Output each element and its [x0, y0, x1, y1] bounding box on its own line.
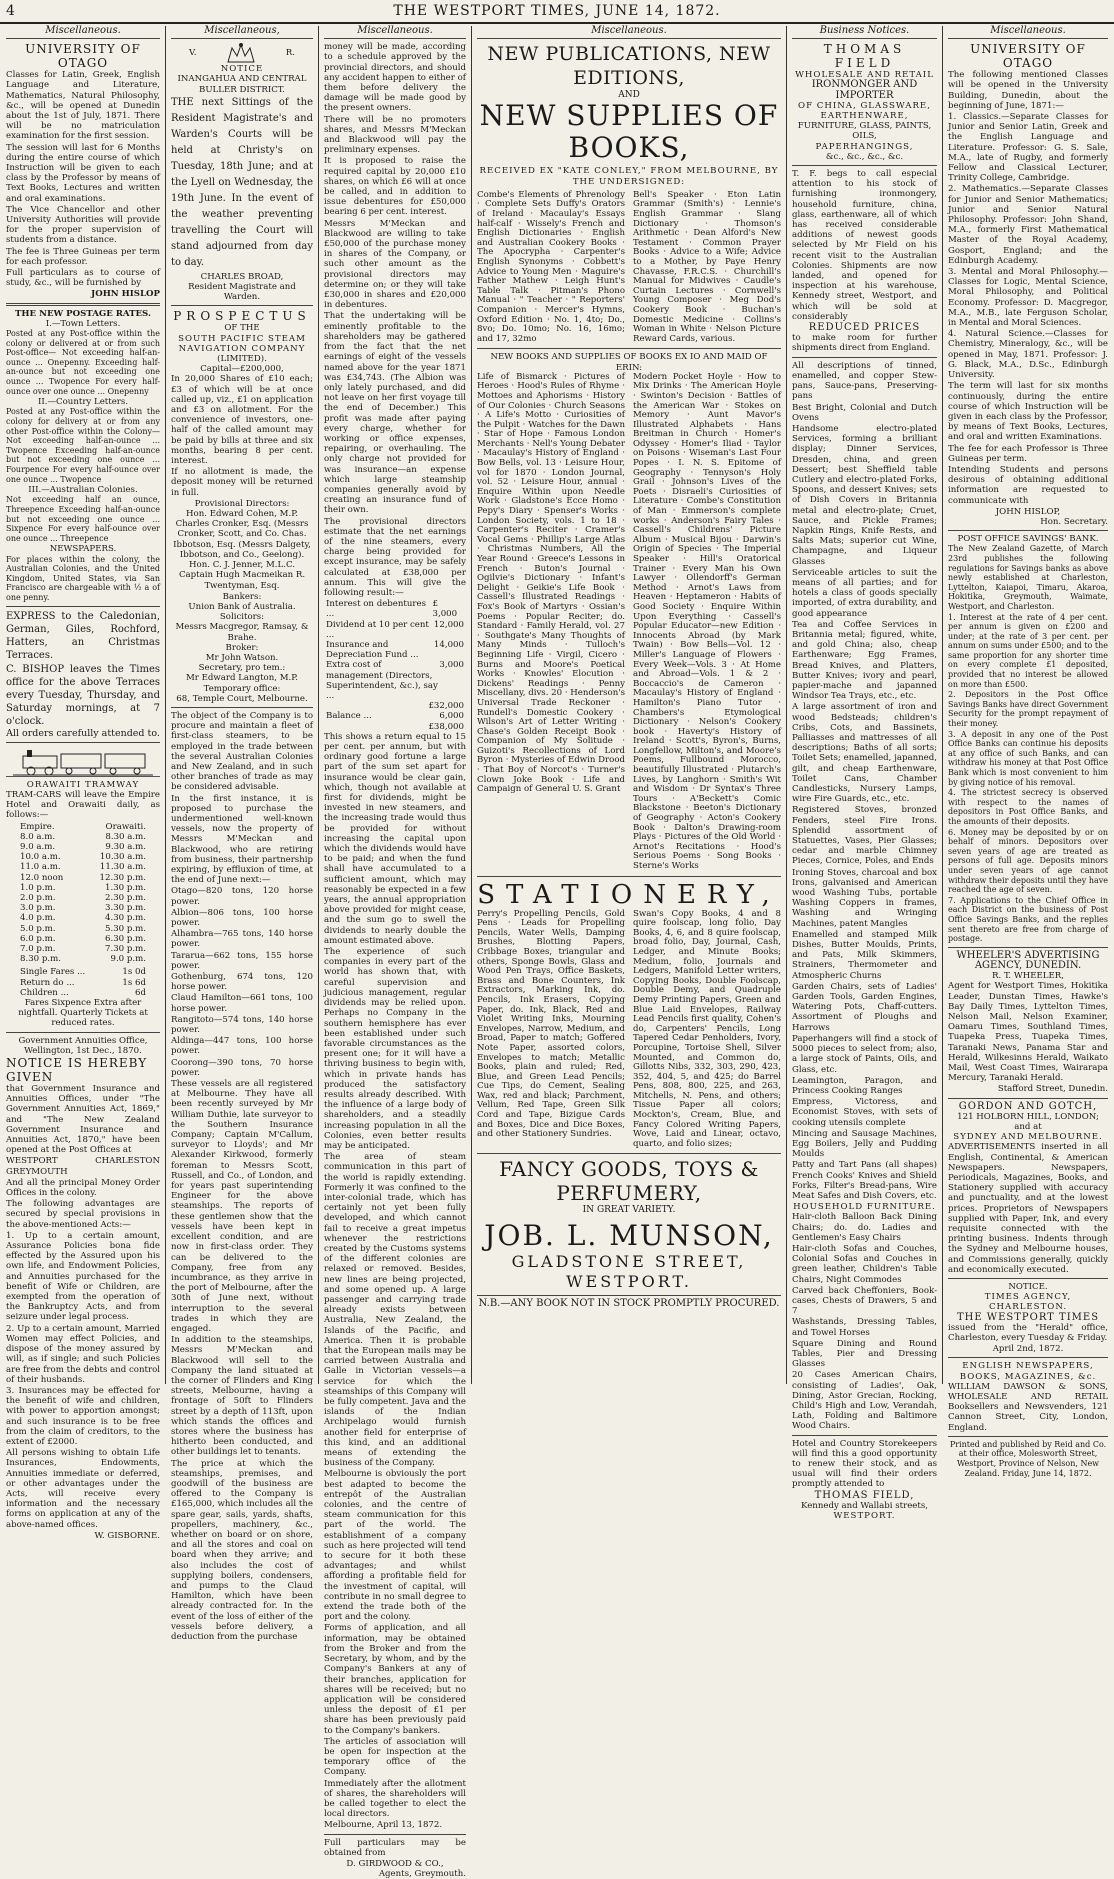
tram-row	[6, 954, 160, 964]
gordon-address: 121 HOLBORN HILL, LONDON;	[957, 1111, 1099, 1122]
prospectus-paragraph: The provisional directors estimate that the net earnings of the nine steamers, every charge being provided for except insurance, may be safely calculated at £38,000 per annum. This will give the following result:—	[324, 516, 466, 598]
otago-attending: Intending Students and persons desirous of obtaining additional information are requested to communicate with	[948, 464, 1108, 506]
prospectus-paragraph: In addition to the steamships, Messrs M'Meckan and Blackwood will sell to the Company the land situated at the corner of Flinders and King streets, Melbourne, having a frontage of 50ft to Flinders street by a depth of 113ft, upon which stands the offices and stores where the business has hitherto been conducted, and other buildings let to tenants.	[171, 1335, 313, 1458]
times-agency: TIMES AGENCY, CHARLESTON.	[984, 1292, 1072, 1313]
nb-note: N.B.—ANY BOOK NOT IN STOCK PROMPTLY PROCURED.	[478, 1297, 780, 1309]
annuities-body	[6, 1084, 160, 1530]
tram-row	[6, 883, 160, 893]
field-sub5: FURNITURE, GLASS, PAINTS, OILS,	[797, 121, 932, 142]
prospectus-paragraph: Immediately after the allotment of shares, the shareholders will be called together to elect the local directors.	[324, 1778, 466, 1820]
tram-title: ORAWAITI TRAMWAY	[26, 779, 140, 790]
times-notice: NOTICE.	[1008, 1281, 1048, 1292]
otago-paragraph: Full particulars as to course of study, &c., will be furnished by	[6, 268, 160, 289]
prospectus-paragraph: Tararua—662 tons, 155 horse power.	[171, 950, 313, 971]
book-list-1	[477, 191, 781, 346]
stock-item: Garden Chairs, sets of Ladies' Garden Tools, Garden Engines, Watering Pots, Chaff-cutters. Assortment of Ploughs and Harrows	[792, 981, 937, 1033]
proprietor-address: GLADSTONE STREET, WESTPORT.	[511, 1251, 747, 1291]
newspapers-heading: NEWSPAPERS.	[49, 544, 117, 555]
otago-paragraph: The fee is Three Guineas per term for each professor.	[6, 246, 160, 267]
tram-illustration	[6, 746, 160, 777]
prospectus-paragraph: The price at which the steamships, premises, and goodwill of the business are offered to the Company is £165,000, which includes all the spare gear, sails, yards, shafts, propellers, machinery, &c., whether on board or on shore, and all the stores and coal on board when they arrive; and also includes the cost of supplying boilers, condensers, and pumps to the Claud Hamilton, which have been already contracted for. In the event of the loss of either of the vessels before delivery, a deduction from the purchase	[171, 1458, 313, 1643]
tram-row-cell: 10.30 a.m.	[99, 852, 146, 863]
prospectus-paragraph: Melbourne is obviously the port best adapted to become the entrepôt of the Australian colonies, and the centre of steam communication for this part of the world. The establishment of a company such as here projected will tend to secure for it both these advantages; and whilst affording a profitable field for the investment of capital, will contribute in no small degree to extend the trade both of the port and the colony.	[324, 1469, 466, 1623]
gordon-and: and at	[1014, 1121, 1042, 1132]
vr-letter-r: R.	[285, 48, 295, 59]
calc-row	[324, 660, 466, 701]
stationery-list-a: Perry's Propelling Pencils, Gold Pens · Leads for Propelling Pencils, Water Wells, Damping Brushes, Blotting Papers, Cribbage Boxes, triangular and others, Sponge Bowls, Glass and Wood Pen Trays, Office Baskets, Brass and Bone Counters, Ink Extractors, Marking Ink, do. Pencils, Ink Erasers, Copying Paper, do. Ink, Black, Red and Violet Writing Inks, Mourning Envelopes, Narrow, Medium, and Broad, Paper to match; Goffered Note Paper, assorted colors, Envelopes to match; Metallic Books, plain and ruled; Red, Blue, and Green Lead Pencils; Cue Tips, do Cement, Sealing Wax, red and black; Parchment, Vellum, Red Tape, Green Silk Cord and Tape, Bizigue Cards and Boxes, Dice and Dice Boxes, and other Stationery Sundries.	[477, 908, 625, 1140]
tram-row-cell: 11.0 a.m.	[20, 862, 61, 873]
gordon-text: ADVERTISEMENTS inserted in all English, Continental, & American Newspapers. Newspapers, Periodicals, Magazines, Books, and Stationery supplied with accuracy and punctuality, and at the lowest prices. Proprietors of Newspapers supplied with Paper, Ink, and every requisite connected with the printing business. Indents through the Sydney and Melbourne houses, and Commissions generally, quickly and economically executed.	[948, 1142, 1108, 1275]
calc-row-cell: Dividend at 10 per cent ...	[326, 619, 429, 640]
fares-note: Fares Sixpence Extra after nightfall. Quarterly Tickets at reduced rates.	[18, 998, 148, 1029]
royal-arms	[171, 42, 313, 64]
savings-body	[948, 544, 1108, 943]
tram-row-cell: 1.0 p.m.	[20, 882, 56, 893]
stationery-list	[477, 910, 781, 1151]
field-sub2: IRONMONGER AND IMPORTER	[811, 79, 918, 101]
prospectus-paragraph: In the first instance, it is proposed to purchase the undermentioned well-known vessels, now the property of Messrs M'Meckan and Blackwood, who are retiring from business, their partnership expiring, by effluxion of time, at the end of June next:—	[171, 793, 313, 886]
otago-paragraph: The Vice Chancellor and other University Authorities will provide for the proper supervision of students from a distance.	[6, 204, 160, 246]
vr-letter-v: V.	[189, 48, 197, 59]
otago-sig: JOHN HISLOP,	[995, 506, 1061, 517]
tram-timetable	[6, 832, 160, 965]
tram-row-cell: 12.30 p.m.	[99, 872, 146, 883]
annuities-paragraph: And all the principal Money Order Offices in the colony.	[6, 1177, 160, 1199]
otago-paragraph: The session will last for 6 Months during the entire course of which Instruction will be given to each class by the Professor by means of Text Books, Lectures and written and oral examinations.	[6, 142, 160, 204]
postage-town-heading: I.—Town Letters.	[45, 318, 121, 329]
fare-row	[6, 967, 160, 977]
wheeler-name: R. T. WHEELER,	[992, 971, 1064, 982]
tram-row-cell: 7.30 p.m.	[105, 943, 146, 954]
stationery-heading: STATIONERY,	[477, 879, 781, 910]
field-name: THOMAS FIELD	[823, 42, 906, 71]
prospectus-paragraph: Rangitoto—574 tons, 140 horse power.	[171, 1014, 313, 1036]
calc-row-cell: Interest on debentures ...	[326, 599, 426, 620]
reduced-text: to make room for further shipments direct from England.	[792, 333, 937, 354]
book-list-2a: Life of Bismarck · Pictures of Heroes · Hood's Rules of Rhyme · Mottoes and Aphorisms · History of Our Colonies · Church Seasons · A Life's Motto · Curiosities of the Pulpit · Watches for the Dawn · Star of Hope · Famous London Merchants · Nell's Young Debater · Macaulay's History of England · Bow Bells, vol. 13 · Leisure Hour, vol for 1870 · London Journal, vol. 52 · Leisure Hour, annual · Enquire Within upon Needle Work · Gladstone's Ecce Homo · Pepy's Diary · Spenser's Works · London Society, vols. 1 to 18 · Carpenter's Reciter · Cramer's Vocal Gems · Phillip's Large Atlas · Christmas Numbers, All the Year Round · Greece's Lessons in French · Buton's Journal · Ogilvie's Dictionary · Infant's Delight · Geikie's Life Book · Cassell's Illustrated Readings · Fox's Book of Martyrs · Ossian's Poems · Popular Reciter; do. Standard · Family Herald, vol. 27 · Southgate's Many Thoughts of Many Minds · Tulloch's Beginning Life · Virgil, Cicero · Burns and Moore's Poetical Works · Knowles' Elocution · Dickens' Readings · Penny Miscellany, divs. 20 · Henderson's Universal Trade Reckoner · Rundell's Domestic Cookery · Wilson's Art of Letter Writing · Chase's Golden Receipt Book · Companion of My Solitude · Guizoti's Recollections of Lord Byron · Mysteries of Edwin Drood · That Boy of Norcot's · Turner's Clown Joke Book · Life and Campaign of General U. S. Grant	[477, 371, 625, 795]
tram-row-cell: 8.30 a.m.	[105, 831, 146, 842]
wheeler-address: Stafford Street, Dunedin.	[997, 1084, 1108, 1095]
calc-row-cell: Insurance and Depreciation Fund ...	[326, 639, 419, 661]
proprietor-name: JOB. L. MUNSON,	[484, 1218, 774, 1252]
calc-row-cell: £32,000	[428, 701, 464, 712]
tram-row	[6, 924, 160, 934]
stationery-list-b: Swan's Copy Books, 4 and 8 quire foolscap, long folio, Day Books, 4, 6, and 8 quire foolscap, broad folio, Day, Journal, Cash, Ledger, and Minute Books; Medium, folio, Journals and Ledgers, Manifold Letter writers, Copying Books, Double Foolscap, Double Demy, and Quadruple Demy Printing Papers, Green and Blue Laid Envelopes, Railway Lead Pencils first quality, Cohen's do, Carpenters' Pencils, Long Tapered Cedar Penholders, Ivory, Porcupine, Tortoise Shell, Silver Mounted, and Common do, Gillotts Nibs, 332, 303, 290, 423, 352, 404, 5, and 425; do Barrel Pens, 808, 800, 225, and 263, Mitchells, N. Pens, and others; Tissue Paper all colors; Mockton's, Cream, Blue, and Fancy Colored Writing Papers, Wove, Laid and Linear, octavo, quarto, and folio sizes;	[633, 908, 781, 1149]
annuities-paragraph: 3. Insurances may be effected for the benefit of wife and children, with power to apportion amongst; and such insurance is to be free from the claim of creditors, to the extent of £2000.	[6, 1385, 160, 1447]
prospectus-of-the: OF THE	[224, 323, 260, 334]
prospectus-paragraph: Claud Hamilton—661 tons, 100 horse power.	[171, 993, 313, 1014]
column-5	[792, 25, 937, 1522]
field-intro: T. F. begs to call especial attention to his stock of furnishing ironmongery, household furniture, china, glass, earthenware, all of which has received considerable additions of newest goods selected by Mr Field on his recent visit to the Australian Colonies. Shipments are now landed, and opened for inspection at his warehouse, Kennedy street, Westport, and which will be sold at considerably	[792, 169, 937, 322]
field-sub1: WHOLESALE AND RETAIL	[795, 70, 934, 81]
solicitors-heading: Solicitors:	[219, 612, 265, 623]
annuities-paragraph: All persons wishing to obtain Life Insurances, Endowments, Annuities immediate or deferred, or other advantages under the Acts, will receive every information and the necessary forms on application at any of the above-named offices.	[6, 1448, 160, 1530]
tram-row	[6, 862, 160, 872]
calc-row-cell: 3,000	[439, 660, 464, 671]
solicitors-name: Messrs Macgregor, Ramsay, & Brahe.	[175, 622, 309, 643]
tram-row-cell: 6.30 p.m.	[105, 933, 146, 944]
prospectus-paragraph: Melbourne, April 13, 1872.	[324, 1820, 443, 1831]
stock-item: Handsome electro-plated Services, forming a brilliant display; Dinner Services, Dresden, china, and green Dessert; best Sheffield table Cutlery and electro-plated Forks, Spoons, and dessert Knives; sets of Dish Covers in Britannia metal and electro-plate; Cruet, Sauce, and Pickle Frames; Napkin Rings, Knife Rests, and Salts Mats; superior cut Wine, Champagne, and Liqueur Glasses	[792, 423, 937, 567]
company-limited: (LIMITED).	[217, 354, 267, 365]
bankers-name: Union Bank of Australia.	[188, 601, 296, 612]
otago-intro: The following mentioned Classes will be opened in the University Building, Dunedin, about the beginning of June, 1871:—	[948, 70, 1108, 111]
directors-list: Hon. Edward Cohen, M.P. Charles Cronker, Esq. (Messrs Cronker, Scott, and Co. Chas. Ibbotson, Esq. (Messrs Dalgety, Ibbotson, and Co., Geelong). Hon. C. J. Jenner, M.L.C. Captain Hugh Macmeikan R. Twentyman, Esq.	[173, 509, 311, 591]
great-variety: IN GREAT VARIETY.	[582, 1205, 676, 1216]
prospectus-paragraph: The articles of association will be open for inspection at the temporary office of the Company.	[324, 1736, 466, 1778]
postage-country-text: Posted at any Post-office within the colony for delivery at or from any other Post-office within the Colony— Not exceeding half-an-ounce ... Twopence Exceeding half-an-ounce but not exceeding one ounce ... Fourpence For every half-ounce over one ounce ... Twopence	[6, 407, 160, 484]
tram-head-orawaiti: Orawaiti.	[105, 821, 146, 832]
tram-row-cell: 10.0 a.m.	[20, 852, 61, 863]
calc-row	[324, 599, 466, 619]
tram-row-cell: 9.30 a.m.	[105, 841, 146, 852]
prospectus-paragraph: There will be no promoters shares, and Messrs M'Meckan and Blackwood will pay the preliminary expenses.	[324, 114, 466, 156]
agent-location: Agents, Greymouth.	[378, 1869, 466, 1879]
prospectus-paragraph: Aldinga—447 tons, 100 horse power.	[171, 1036, 313, 1057]
stock-item: All descriptions of tinned, enamelled, and copper Stew-pans, Sauce-pans, Preserving-pans	[792, 360, 937, 402]
calc-row-cell: 6,000	[439, 711, 464, 722]
tram-row	[6, 842, 160, 852]
times-agency-title: THE WESTPORT TIMES	[956, 1311, 1100, 1323]
prospectus-heading: PROSPECTUS	[173, 309, 311, 324]
annuities-paragraph: WESTPORT CHARLESTON GREYMOUTH	[6, 1156, 160, 1177]
otago-title: UNIVERSITY OF OTAGO	[25, 42, 141, 71]
prospectus-paragraph: The experience of such companies in every part of the world has shown that, with careful supervision and judicious management, regular dividends may be relied upon. Perhaps no Company in the southern hemisphere has ever been established under such favorable circumstances as the present one; for it will have a thriving business to begin with, which in private hands has produced the satisfactory results already described. With the influence of a large body of shareholders, and a steadily increasing population in all the Colonies, even better results may be anticipated.	[324, 947, 466, 1151]
prospectus-paragraph: Forms of application, and all information, may be obtained from the Broker and from the Secretary, by whom, and by the Company's Bankers at any of their branches, application for shares will be received; but no application will be considered unless the deposit of £1 per share has been previously paid to the Company's bankers.	[324, 1623, 466, 1736]
fare-row	[6, 978, 160, 988]
annuities-paragraph: The following advantages are secured by special provisions in the above-mentioned Acts:—	[6, 1199, 160, 1230]
calc-row-cell: £ 3,000	[432, 599, 458, 620]
stock-item: Patty and Tart Pans (all shapes) French Cooks' Knives and Shield Forks, Filter's Bread-pans, Wire Meat Safes and Dish Covers, etc.	[792, 1160, 937, 1201]
fare-row-cell: Return do ...	[20, 977, 75, 988]
annuities-signature: W. GISBORNE.	[94, 1530, 160, 1541]
broker-heading: Broker:	[225, 642, 259, 653]
bookseller-advertisement	[477, 26, 781, 1381]
prospectus-paragraph: Gothenburg, 674 tons, 120 horse power.	[171, 972, 313, 993]
fare-row-cell: 1s 6d	[122, 977, 146, 988]
column-heading: Miscellaneous.	[6, 26, 160, 39]
masthead	[0, 0, 1114, 24]
prospectus-continued-2	[324, 732, 466, 1831]
tram-row-cell: 9.0 p.m.	[110, 954, 146, 965]
imprint: Printed and published by Reid and Co. at their office, Molesworth Street, Westport, Province of Nelson, New Zealand. Friday, June 14, 1872.	[949, 1439, 1107, 1478]
postage-australian-text: Not exceeding half an ounce, Threepence Exceeding half-an-ounce but not exceeding one ounce ... Sixpence For every half-ounce over one ounce ... Threepence	[6, 495, 160, 543]
annuities-paragraph: 2. Up to a certain amount, Married Women may effect Policies, and dispose of the money assured by will, as if single; and such Policies are free from the debts and control of their husbands.	[6, 1323, 160, 1385]
column-heading: Business Notices.	[792, 26, 937, 39]
earnings-calculation	[324, 599, 466, 732]
tram-row-cell: 9.0 a.m.	[20, 841, 56, 852]
furniture-items	[792, 1212, 937, 1431]
sittings-signature: CHARLES BROAD,	[200, 271, 284, 282]
field-sub3: OF CHINA, GLASSWARE,	[798, 100, 931, 111]
tram-row	[6, 944, 160, 954]
prospectus-paragraph: Albion—806 tons, 100 horse power.	[171, 907, 313, 928]
otago-fee: The fee for each Professor is Three Guineas per term.	[948, 443, 1108, 464]
orders-notice: All orders carefully attended to.	[6, 727, 160, 739]
prospectus-paragraph: This shows a return equal to 15 per cent. per annum, but with ordinary good fortune a large part of the sum set apart for insurance would be clear gain, which, though not available at first for dividends, might be invested in new steamers, and the increasing trade would thus be provided for without increasing the capital upon which the dividends would have to be paid; and when the fund shall have accumulated to a sufficient amount, which may reasonably be expected in a few years, the annual appropriation above provided for might cease, and the sum go to swell the dividends to nearly double the amount estimated above.	[324, 731, 466, 946]
column-heading: Miscellaneous,	[171, 26, 313, 39]
postage-country-heading: II.—Country Letters.	[37, 397, 129, 408]
bishop-notice: C. BISHOP leaves the Times office for the above Terraces every Tuesday, Thursday, and Saturday mornings, at 7 o'clock.	[6, 663, 160, 727]
stock-item: Empress, Victoress, and Economist Stoves, with sets of cooking utensils complete	[792, 1097, 937, 1128]
otago-classes	[948, 112, 1108, 380]
book-list-2	[477, 373, 781, 873]
column-heading: Miscellaneous.	[477, 26, 781, 39]
ad-and: AND	[618, 90, 640, 101]
express-notice: EXPRESS to the Caledonian, German, Giles, Rochford, Hatters, an Christmas Terraces.	[6, 610, 160, 661]
savings-paragraph: The New Zealand Gazette, of March 23rd publishes the following regulations for Savings banks as above newly established at Charleston, Lyttelton, Kaiapoi, Timaru, Akaroa, Hokitika, Greymouth, Waimate, Westport, and Charleston.	[948, 544, 1108, 611]
savings-title: POST OFFICE SAVINGS' BANK.	[957, 534, 1099, 545]
furniture-item: Carved back Cheffoniers, Book-cases, Chests of Drawers, 5 and 7	[792, 1285, 937, 1317]
savings-paragraph: 2. Depositors in the Post Office Savings Banks have direct Government Security for the prompt repayment of their money.	[948, 690, 1108, 729]
royal-crest-icon	[224, 42, 258, 64]
tram-engine-icon	[13, 750, 153, 776]
tram-row-cell: 3.0 p.m.	[20, 903, 56, 914]
stock-item: Ironing Stoves, charcoal and box Irons, galvanised and American wood Washing Tubs, portable Washing Coppers in frames, Washing and Wringing Machines, patent Mangles	[792, 867, 937, 929]
calc-row-cell: £38,000	[428, 721, 464, 732]
field-sub7: &c., &c., &c., &c.	[825, 151, 904, 162]
tram-row	[6, 913, 160, 923]
stock-item: Registered Stoves, bronzed Fenders, steel Fire Irons. Splendid assortment of Statuettes, Vases, Pier Glasses; cedar and marble Chimney Pieces, Cornice, Poles, and Ends	[792, 805, 937, 867]
savings-paragraph: 7. Applications to the Chief Office in each District on the business of Post Office Savings Banks, and the replies sent thereto are free from charge of postage.	[948, 895, 1108, 944]
field-sub4: EARTHENWARE,	[820, 111, 909, 122]
capital-text: In 20,000 Shares of £10 each; £3 of which will be at once called up, viz., £1 on application and £3 on allotment. For the convenience of investors, one-half of the called amount may be paid by bills at three and six months, bearing 8 per cent. interest.	[171, 374, 313, 467]
postage-town-text: Posted at any Post-office within the colony or delivered at or from such Post-office— Not exceeding half-an-ounce ... Onepenny. Exceeding half-an-ounce but not exceeding one ounce ... Twopence For every half-ounce over one ounce ... Onepenny	[6, 329, 160, 396]
book-list-2b: Modern Pocket Hoyle · How to Mix Drinks · The American Hoyle · Swinton's Decision · Battles of the American War · Stokes on Memory · Aunt Mavor's Illustrated Alphabets · Hans Breitman in Church · Homer's Odyssey · Homer's Iliad · Taylor on Poisons · Wiseman's Last Four Popes · I. N. S. Epitome of Geography · Tennyson's Holy Grail · Johnson's Lives of the Poets · Disraeli's Curiosities of Literature · Combe's Constitution of Man · Emmerson's complete works · Anderson's Fairy Tales · Cassell's Childrens' Picture Album · Musical Bijou · Darwin's Origin of Species · The Imperial Speaker · Hill's Oratorical Trainer · Every Man his Own Lawyer · Ollendorff's German Method · Arnot's Laws from Heaven · Heptameron · Habits of Good Society · Enquire Within Upon Everything · Cassell's Popular Educator—new Edition · Innocents Abroad (by Mark Twain) · Bow Bells—Vol. 12 · Miller's Language of Flowers · Every Week—Vols. 3 · At Home and Abroad—Vols. 1 & 2 · Boccaccio's de Cameron · Macaulay's History of England · Hamilton's Piano Tutor · Chambers's Etymological Dictionary · Nelson's Cookery book · Haverty's History of Ireland · Scott's, Byron's, Burns, Longfellow, Milton's, and Moore's Poems, Fullbound Morocco, beautifully Illustrated · Plutarch's Lives, by Langhorn · Smith's Wit and Wisdom · Dr Syntax's Three Tours · A'Beckett's Comic Blackstone · Beeton's Dictionary of Geography · Acton's Cookery Book · Dalton's Drawing-room Plays · Pictures of the Old World · Arnot's Recitations · Hood's Serious Poems · Song Books · Sterne's Works	[633, 371, 781, 871]
fare-row-cell: Single Fares ...	[20, 967, 86, 978]
otago-term: The term will last for six months continuously, during the entire course of which Instruction will be given in each class by the Professor, by means of Text Books, Lectures, and oral and written Examinations.	[948, 381, 1108, 443]
field-items	[792, 361, 937, 1201]
calc-row-cell: 14,000	[433, 639, 464, 650]
savings-paragraph: 1. Interest at the rate of 4 per cent. per annum is given on £200 and under; at the rate of 3 per cent. per annum on sums under £500; and to the same proportion for any shorter time on every complete £1 deposited, provided that no interest be allowed on more than £500.	[948, 612, 1108, 689]
stock-item: Tea and Coffee Services in Britannia metal; figured, white, and gold China; also, cheap Earthenware; Egg Frames, Bread Knives, and Platters, Butter Knives; ivory and pearl, papier-mache and japanned Windsor Tea Trays, etc., etc.	[792, 619, 937, 702]
field-town: WESTPORT.	[833, 1511, 896, 1522]
class-item: 3. Mental and Moral Philosophy.—Classes for Logic, Mental Science, Moral Philosophy, and Political Economy. Professor: D. Macgregor, M.A., M.B., late Ferguson Scholar, in Mental and Moral Sciences.	[948, 267, 1108, 329]
stock-item: Paperhangers will find a stock of 5000 pieces to select from; also, a large stock of Paints, Oils, and Glass, etc.	[792, 1033, 937, 1075]
tram-row-cell: 5.0 p.m.	[20, 923, 56, 934]
tram-row	[6, 903, 160, 913]
otago-signature: JOHN HISLOP	[91, 289, 160, 300]
tram-row-cell: 8.30 p.m.	[20, 954, 61, 965]
tram-head-empire: Empire.	[20, 821, 55, 832]
ad-title-supplies: NEW SUPPLIES OF BOOKS,	[479, 99, 779, 165]
allotment-text: If no allotment is made, the deposit money will be returned in full.	[171, 467, 313, 498]
agent-signature: D. GIRDWOOD & CO.,	[346, 1858, 444, 1869]
wheeler-title: WHEELER'S ADVERTISING AGENCY, DUNEDIN.	[956, 949, 1100, 971]
ex-io-heading: NEW BOOKS AND SUPPLIES OF BOOKS EX IO AND MAID OF ERIN:	[490, 352, 768, 373]
column-divider	[318, 26, 319, 1384]
stock-item: Enamelled and stamped Milk Dishes, Butter Moulds, Prints, and Pats, Milk Skimmers, Strainers, Thermometer and Atmospheric Churns	[792, 929, 937, 981]
column-divider	[942, 26, 943, 1384]
tram-row-cell: 4.0 p.m.	[20, 913, 56, 924]
class-item: 1. Classics.—Separate Classes for Junior and Senior Latin, Greek and the English Language and Literature. Professor: G. S. Sale, M.A., late of Rugby, and formerly Fellow and Classical Lecturer, Trinity College, Cambridge.	[948, 112, 1108, 184]
column-2	[171, 25, 313, 1643]
field-sub6: PAPERHANGINGS,	[815, 141, 914, 152]
otago-paragraph: Classes for Latin, Greek, English Language and Literature, Mathematics, Natural Philosophy, &c., will be opened at Dunedin about the 1st of July, 1871. There will be no matriculation examination for the first session.	[6, 70, 160, 142]
masthead-title: THE WESTPORT TIMES, JUNE 14, 1872.	[393, 3, 721, 19]
prospectus-paragraph: Messrs M'Meckan and Blackwood are willing to take £50,000 of the purchase money in shares of the Company, or such other amount as the provisional directors may determine on; or they will take £30,000 in shares and £20,000 in debentures.	[324, 218, 466, 311]
column-divider	[786, 26, 787, 1384]
fare-row-cell: Children ...	[20, 987, 69, 998]
tram-fares	[6, 967, 160, 998]
newspapers-text: For places within the colony, the Australian Colonies, and the United Kingdom, United States, via San Francisco are chargeable with ½ a of one penny.	[6, 554, 160, 602]
reduced-prices: REDUCED PRICES	[808, 322, 921, 334]
tram-row-cell: 3.30 p.m.	[105, 903, 146, 914]
tram-row-cell: 2.0 p.m.	[20, 892, 56, 903]
furniture-item: Hair-cloth Sofas and Couches, Colonial Sofas and Couches in green leather, Children's Table Chairs, Night Commodes	[792, 1243, 937, 1285]
calc-row-cell: Extra cost of management (Directors, Superintendent, &c.), say ...	[326, 660, 438, 701]
ad-title-publications: NEW PUBLICATIONS, NEW EDITIONS,	[487, 43, 771, 90]
notice-heading: NOTICE	[220, 64, 264, 75]
column-6	[948, 25, 1108, 1478]
tram-row	[6, 832, 160, 842]
english-newspapers: ENGLISH NEWSPAPERS, BOOKS, MAGAZINES, &c.	[959, 1361, 1097, 1382]
field-address: Kennedy and Wallabi streets,	[801, 1500, 928, 1511]
office-heading: Temporary office:	[203, 683, 281, 694]
savings-paragraph: 4. The strictest secrecy is observed with respect to the names of depositors in Post Office Banks, and the amounts of their deposits.	[948, 788, 1108, 826]
prospectus-paragraph: Otago—820 tons, 120 horse power.	[171, 886, 313, 907]
annuities-paragraph: that Government Insurance and Annuities Offices, under "The Government Annuities Act, 1869," and "The New Zealand Government Insurance and Annuities Act, 1870," have been opened at the Post Offices at	[6, 1084, 160, 1156]
savings-paragraph: 6. Money may be deposited by or on behalf of minors. Depositors over seven years of age are treated as persons of full age. Deposits minors under seven years of age cannot withdraw their deposits until they have reached the age of seven.	[948, 827, 1108, 895]
tram-row-cell: 1.30 p.m.	[105, 882, 146, 893]
column-divider	[471, 26, 472, 1384]
sittings-notice: THE next Sittings of the Resident Magistrate's and Warden's Courts will be held at Christy's on Tuesday, 18th June; and at the Lyell on Wednesday, the 19th June. In the event of the weather preventing travelling the Court will stand adjourned from day to day.	[171, 96, 313, 268]
tram-row	[6, 873, 160, 883]
prospectus-paragraph: Alhambra—765 tons, 140 horse power.	[171, 929, 313, 950]
gordon-cities: SYDNEY AND MELBOURNE.	[953, 1132, 1103, 1143]
otago-body	[6, 70, 160, 288]
prospectus-continued	[324, 42, 466, 598]
sittings-signature-title: Resident Magistrate and Warden.	[188, 282, 296, 303]
bankers-heading: Bankers:	[222, 591, 262, 602]
stock-item: Leamington, Paragon, and Princess Cooking Ranges	[792, 1075, 937, 1096]
annuities-heading: NOTICE IS HEREBY GIVEN	[6, 1056, 148, 1085]
page-number: 4	[6, 3, 15, 19]
fancy-goods-heading: FANCY GOODS, TOYS & PERFUMERY,	[499, 1157, 759, 1206]
full-particulars: Full particulars may be obtained from	[324, 1837, 466, 1858]
household-heading: HOUSEHOLD FURNITURE.	[793, 1202, 936, 1213]
prospectus-paragraph: The area of steam communication in this part of the world is rapidly extending. Formerly it was confined to the inter-colonial trade, which has certainly not yet been fully developed, and which cannot fail to receive a great impetus whenever the restrictions created by the Customs systems of the different colonies are relaxed or removed. Besides, new lines are being projected, and some opened up. A large passenger and carrying trade already exists between Australia, New Zealand, the Islands of the Pacific, and America. Then it is probable that the European mails may be carried between Australia and Galle in Victorian vessels—a service for which the steamships of this Company will be fully competent. Java and the islands of the Indian Archipelago would furnish another field for enterprise of this kind, and an additional means of extending the business of the Company.	[324, 1152, 466, 1469]
wheeler-text: Agent for Westport Times, Hokitika Leader, Dunstan Times, Hawke's Bay Daily Times, Lyttelton Times, Nelson Mail, Nelson Examiner, Oamaru Times, Southland Times, Tuapeka Press, Tuapeka Times, Taranaki News, Panama Star and Herald, Wilkesinns Herald, Waikato Mail, West Coast Times, Wairarapa Mercury, Taranaki Herald.	[948, 981, 1108, 1084]
furniture-item: 20 Cases American Chairs, consisting of Ladies', Oak, Dining, Astor Grecian, Rocking, Child's High and Low, Verandah, Lath, Folding and Baltimore Wood Chairs.	[792, 1370, 937, 1432]
times-agency-date: April 2nd, 1872.	[992, 1344, 1064, 1355]
received-line: RECEIVED EX "KATE CONLEY," FROM MELBOURNE, BY THE UNDERSIGNED:	[479, 166, 779, 187]
prospectus-paragraph: The object of the Company is to procure and maintain a fleet of first-class steamers, to be employed in the trade between the several Australian Colonies and New Zealand, and in such other branches of trade as may be considered advisable.	[171, 710, 313, 793]
prospectus-body	[171, 711, 313, 1642]
calc-row	[324, 711, 466, 721]
stock-item: Serviceable articles to suit the means of all parties; and for hotels a class of goods specially imported, of extra durability, and good appearance	[792, 567, 937, 619]
tram-timetable-header	[6, 822, 160, 832]
book-list-1b: Bell's Speaker · Eton Latin Grammar (Smith's) · Lennie's English Grammar · Slang Dictionary · Thomson's Arithmetic · Dean Alford's New Testament · Common Prayer Books · Advice to a Wife; Advice to a Mother, by Paye Henry Chavasse, F.R.C.S. · Churchill's Manual for Midwives · Caudle's Curtain Lectures · Cornwell's Young Composer · Meg Dod's Cookery Book · Buchan's Domestic Medicine · Collins's Woman in White · Nelson Picture Reward Cards, various.	[633, 189, 781, 344]
fare-row-cell: 6d	[135, 987, 146, 998]
tram-row-cell: 7.0 p.m.	[20, 943, 56, 954]
book-list-1a: Combe's Elements of Phrenology · Complete Sets Duffy's Orators of Ireland · Macaulay's Essays half-calf · Wissely's French and English Dictionaries · English and Australian Cookery Books · The Apocrypha · Carpenter's English Synonyms · Cobbett's Advice to Young Men · Maguire's Father Mathew · Leigh Hunt's Table Talk · Pitman's Phono Manual · " Teacher · " Reporters' Companion · Mercer's Hymns, Oxford Edition · No. 1, 4to; Do., 8vo; Do. 10mo; No. 16, 16mo; and 17, 32mo	[477, 189, 625, 344]
times-agency-text: issued from the "Herald" office, Charleston, every Tuesday & Friday.	[948, 1322, 1108, 1343]
fare-row	[6, 988, 160, 998]
furniture-item: Hair-cloth Balloon Back Dining Chairs; do. do. Ladies and Gentlemen's Easy Chairs	[792, 1212, 937, 1243]
tram-row-cell: 6.0 p.m.	[20, 933, 56, 944]
prospectus-paragraph: money will be made, according to a schedule approved by the provincial directors, and should any accident happen to either of them before delivery the damage will be made good by the present owners.	[324, 42, 466, 114]
prospectus-paragraph: These vessels are all registered at Melbourne. They have all been recently surveyed by Mr William Duthie, late surveyor to the Southern Insurance Company; Captain M'Callum, surveyor to Lloyds'; and Mr Alexander Kirkwood, formerly foreman to Messrs Scott, Russell, and Co., of London, and for years past superintending Engineer for the above steamships. The reports of these gentlemen show that the vessels have been kept in excellent condition, and are now in first-class order. They can be delivered to the Company, free from any incumbrance, as they arrive in the port of Melbourne, after the 30th of June next, without interruption to the several trades in which they are engaged.	[171, 1079, 313, 1334]
broker-name: Mr John Watson.	[205, 652, 279, 663]
column-1	[6, 25, 160, 1541]
tram-row-cell: 8.0 a.m.	[20, 831, 56, 842]
field-signature: THOMAS FIELD,	[814, 1489, 915, 1501]
tram-row-cell: 11.30 a.m.	[99, 862, 146, 873]
tram-row-cell: 4.30 p.m.	[105, 913, 146, 924]
column-3	[324, 25, 466, 1879]
calc-row	[324, 640, 466, 660]
furniture-item: Square Dining and Round Tables, Pier and Dressing Glasses	[792, 1338, 937, 1370]
secretary-name: Mr Edward Langton, M.P.	[185, 673, 299, 684]
tram-row	[6, 893, 160, 903]
stock-item: A large assortment of iron and wood Bedsteads; children's Cribs, Cots, and Bassinets, Palliasses and mattresses of all descriptions; Baths of all sorts; Toilet Sets; enamelled, japanned, gilt, and cheap Earthenware, Toilet Cans, Chamber Candlesticks, Nursery Lamps, wire Fire Guards, etc., etc.	[792, 702, 937, 805]
column-heading: Miscellaneous.	[948, 26, 1108, 39]
calc-row	[324, 701, 466, 711]
tram-intro: TRAM-CARS will leave the Empire Hotel and Orawaiti daily, as follows:—	[6, 789, 160, 821]
postage-title: THE NEW POSTAGE RATES.	[15, 308, 151, 319]
calc-row-cell: Balance ...	[326, 711, 372, 722]
column-divider	[165, 26, 166, 1384]
tram-row-cell: 5.30 p.m.	[105, 923, 146, 934]
furniture-item: Washstands, Dressing Tables, and Towel Horses	[792, 1317, 937, 1338]
directors-heading: Provisional Directors:	[194, 498, 290, 509]
tram-row	[6, 852, 160, 862]
annuities-date: Wellington, 1st Dec., 1870.	[24, 1045, 142, 1056]
tram-row-cell: 12.0 noon	[20, 872, 64, 883]
prospectus-paragraph: That the undertaking will be eminently profitable to the shareholders may be gathered from the fact that the net earnings of eight of the vessels named above for the year 1871 was £34,743. (The Albion was only lately purchased, and did not leave on her first voyage till the end of December.) This profit was made after paying every charge, whether for working or office expenses, repairing, or overhauling. The only charge not provided for was insurance—an expense which large steamship companies generally avoid by creating an insurance fund of their own.	[324, 311, 466, 516]
tram-row-cell: 2.30 p.m.	[105, 892, 146, 903]
calc-row	[324, 722, 466, 732]
stock-item: Best Bright, Colonial and Dutch Ovens	[792, 402, 937, 423]
storekeepers-note: Hotel and Country Storekeepers will find this a good opportunity to renew their stock, and as usual will find their orders promptly attended to	[792, 1438, 937, 1490]
column-heading: Miscellaneous.	[324, 26, 466, 39]
fare-row-cell: 1s 0d	[122, 967, 146, 978]
prospectus-paragraph: It is proposed to raise the required capital by 20,000 £10 shares, on which £6 will at once be called, and in addition to issue debentures for £50,000 bearing 6 per cent. interest.	[324, 156, 466, 218]
stock-item: Mincing and Sausage Machines, Egg Boilers, Jelly and Pudding Moulds	[792, 1128, 937, 1160]
annuities-office: Government Annuities Office,	[18, 1035, 148, 1046]
otago-sig-title: Hon. Secretary.	[1040, 516, 1108, 527]
class-item: 4. Natural Science.—Classes for Chemistry, Mineralogy, &c., will be opened in May, 1871. Professor: J. G. Black, M.A., D.Sc., Edinburgh University.	[948, 329, 1108, 381]
savings-paragraph: 3. A deposit in any one of the Post Office Banks can continue his deposits at any office of such Banks, and can withdraw his money at that Post Office Bank which is most convenient to him by giving notice of his removal.	[948, 729, 1108, 787]
calc-row	[324, 620, 466, 640]
calc-row-cell: 12,000	[433, 619, 464, 630]
office-address: 68, Temple Court, Melbourne.	[176, 693, 308, 704]
class-item: 2. Mathematics.—Separate Classes for Junior and Senior Mathematics; Junior and Senior Natural Philosophy. Professor: John Shand, M.A., formerly First Mathematical Master of the Royal Academy, Gosport, England; and the Edinburgh Academy.	[948, 184, 1108, 266]
district-title: INANGAHUA AND CENTRAL BULLER DISTRICT.	[177, 74, 307, 95]
tram-row	[6, 934, 160, 944]
gordon-title: GORDON AND GOTCH,	[958, 1100, 1098, 1112]
otago-title-2: UNIVERSITY OF OTAGO	[970, 42, 1086, 71]
company-name: SOUTH PACIFIC STEAM NAVIGATION COMPANY	[178, 333, 306, 354]
annuities-paragraph: 1. Up to a certain amount, Assurance Policies bona fide effected by the Assured upon his own life, and Endowment Policies, and Annuities purchased for the benefit of Wife or Children, are exempted from the operation of the Bankruptcy Acts, and from seizure under legal process.	[6, 1230, 160, 1323]
postage-australian-heading: III.—Australian Colonies.	[28, 485, 138, 496]
secretary-heading: Secretary, pro tem.:	[198, 663, 286, 674]
dawson-text: WILLIAM DAWSON & SONS, WHOLESALE AND RETAIL Booksellers and Newsvenders, 121 Cannon Street, City, London, England.	[948, 1381, 1108, 1433]
capital-heading: Capital—£200,000,	[200, 364, 284, 375]
prospectus-paragraph: Coorong—390 tons, 70 horse power.	[171, 1057, 313, 1078]
